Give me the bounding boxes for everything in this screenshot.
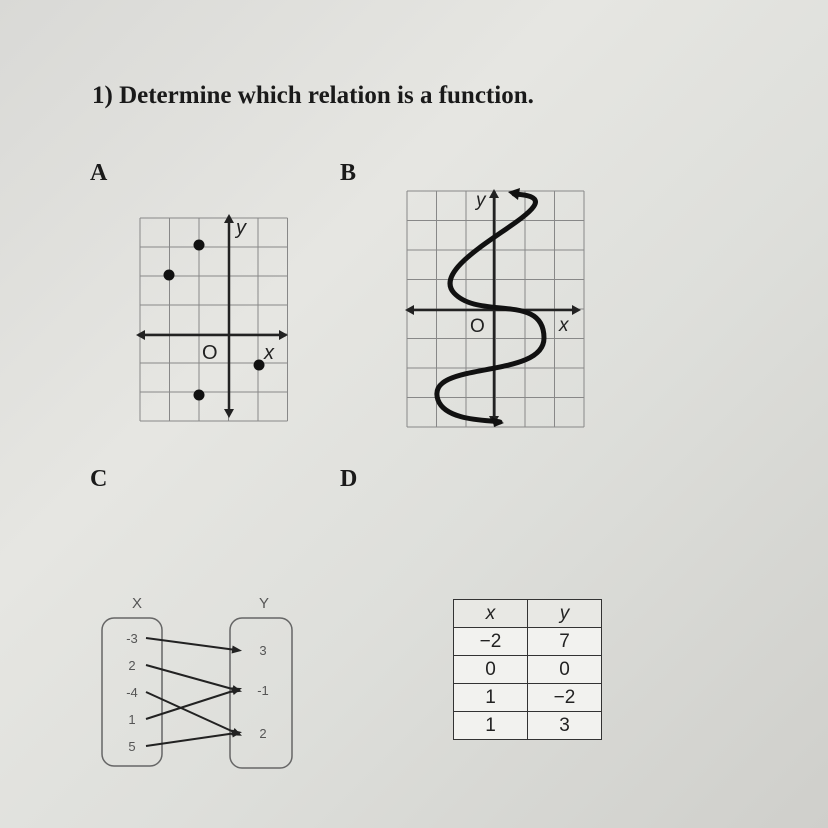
table-row [454, 684, 602, 712]
graph-a-points [164, 240, 265, 401]
mapping-c-domain-value: 2 [128, 658, 136, 673]
table-d [453, 599, 602, 740]
option-b-label: B [340, 160, 357, 186]
graph-b-y-arrow-up [489, 189, 499, 198]
mapping-c-arrow [146, 665, 236, 690]
table-row [454, 712, 602, 740]
mapping-c-domain-value: 5 [128, 739, 136, 754]
mapping-c-arrow [146, 638, 236, 650]
table-d-header-x: x [454, 600, 528, 628]
graph-b [404, 188, 586, 428]
graph-a-origin-label: O [202, 342, 218, 364]
graph-b-x-label: x [559, 315, 569, 336]
mapping-c-arrow [146, 692, 236, 733]
graph-a-y-arrow-down [224, 409, 234, 418]
graph-a-y-label: y [236, 217, 246, 239]
option-a-label: A [90, 160, 108, 186]
graph-a-grid [140, 218, 288, 421]
graph-b-curve [437, 194, 544, 422]
table-cell-x: −2 [454, 628, 528, 656]
option-d-label: D [340, 466, 358, 492]
mapping-c [96, 590, 316, 775]
table-cell-x: 1 [454, 684, 528, 712]
table-cell-y: 7 [528, 628, 602, 656]
table-cell-x: 0 [454, 656, 528, 684]
table-row [454, 628, 602, 656]
mapping-c-arrowhead [232, 646, 242, 654]
table-row [454, 656, 602, 684]
mapping-c-arrows [146, 638, 242, 746]
table-d-header-y: y [528, 600, 602, 628]
mapping-c-arrow [146, 690, 236, 719]
table-cell-x: 1 [454, 712, 528, 740]
graph-a-point [164, 270, 175, 281]
mapping-c-domain-value: -4 [126, 685, 138, 700]
table-d-header-row [454, 600, 602, 628]
graph-b-x-arrow-right [572, 305, 581, 315]
graph-a [136, 212, 296, 434]
option-c-label: C [90, 466, 108, 492]
mapping-c-domain-values [126, 631, 138, 754]
mapping-c-domain-value: 1 [128, 712, 136, 727]
mapping-c-range-values [257, 643, 269, 741]
table-cell-y: −2 [528, 684, 602, 712]
graph-a-x-label: x [264, 342, 274, 364]
question-text: 1) Determine which relation is a function. [92, 82, 534, 109]
graph-b-origin-label: O [470, 316, 485, 337]
graph-a-point [194, 240, 205, 251]
mapping-c-range-value: 3 [259, 643, 267, 658]
graph-a-point [254, 360, 265, 371]
mapping-c-domain-value: -3 [126, 631, 138, 646]
mapping-c-domain-header: X [132, 595, 143, 612]
graph-b-x-arrow-left [405, 305, 414, 315]
graph-a-x-arrow-right [279, 330, 288, 340]
mapping-c-range-value: -1 [257, 683, 269, 698]
mapping-c-range-value: 2 [259, 726, 267, 741]
graph-b-curve-arrow-top [508, 188, 520, 200]
table-cell-y: 0 [528, 656, 602, 684]
graph-a-point [194, 390, 205, 401]
mapping-c-arrow [146, 733, 236, 746]
table-cell-y: 3 [528, 712, 602, 740]
mapping-c-range-header: Y [259, 595, 270, 612]
graph-b-y-label: y [476, 190, 486, 211]
